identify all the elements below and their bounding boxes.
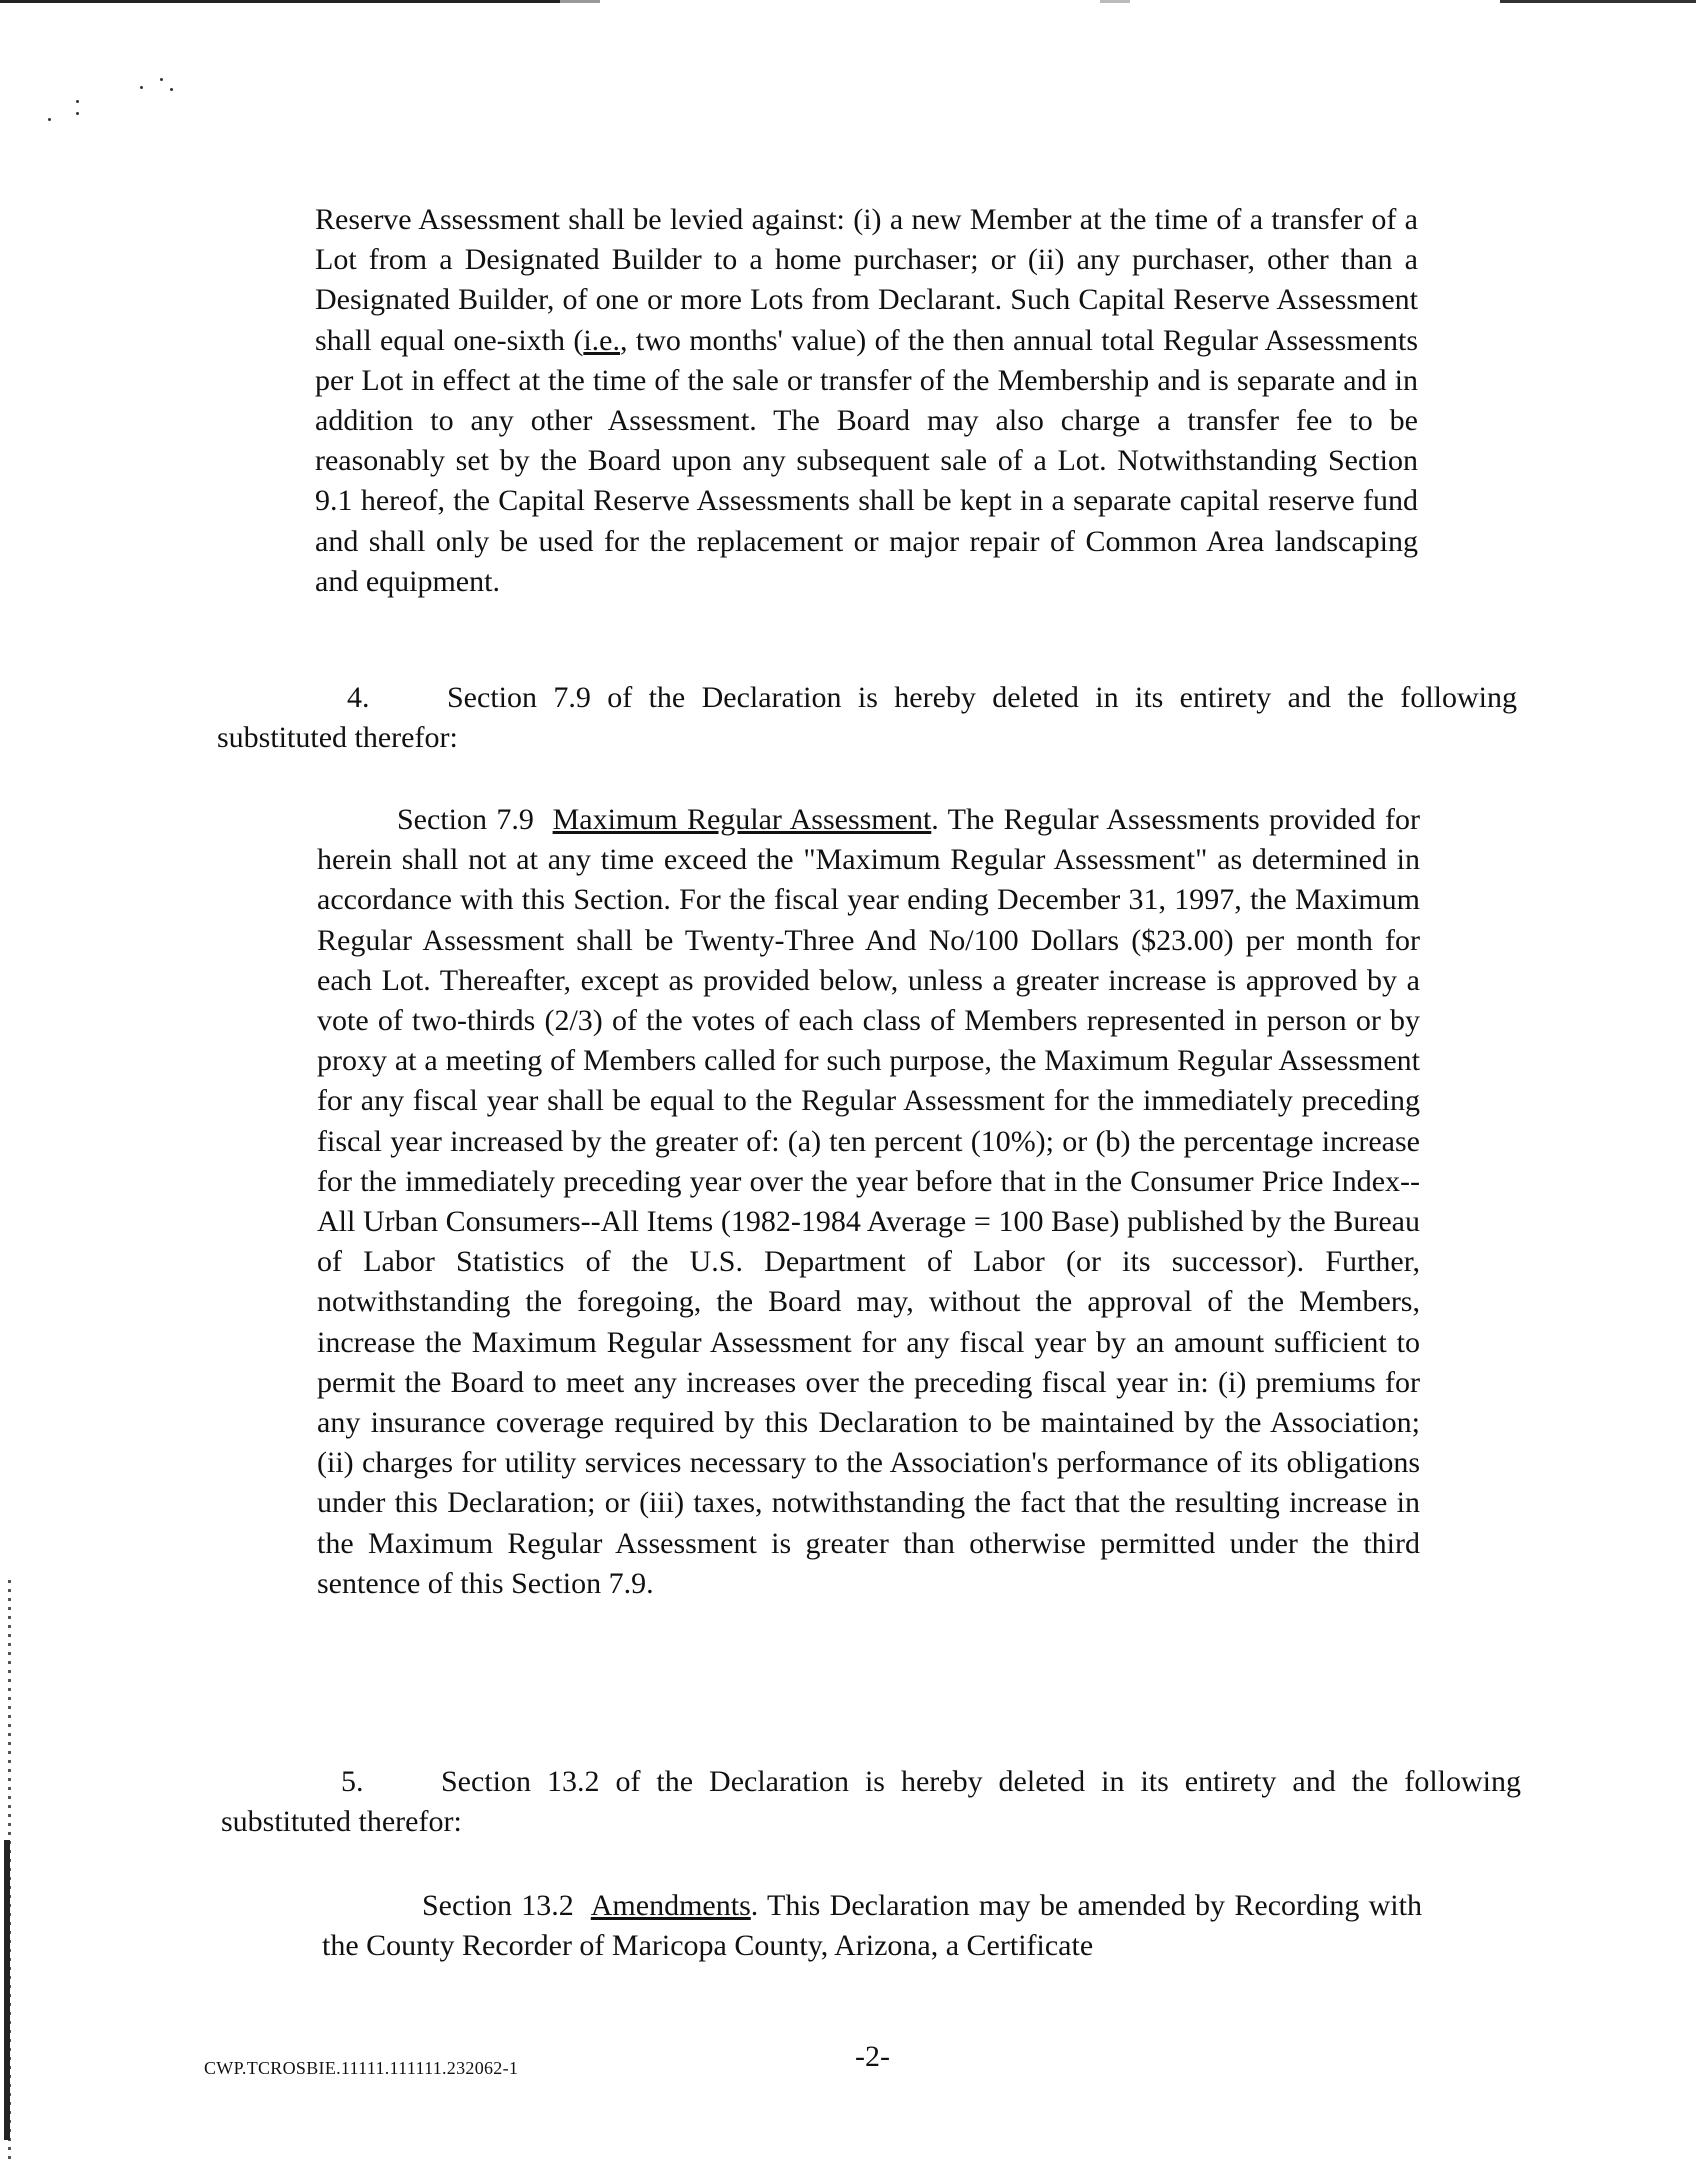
scan-speck [76, 100, 79, 103]
item-number: 4. [347, 681, 370, 714]
section-text: . The Regular Assessments provided for herein shall not at any time exceed the "Maximum Regular Assessment" as determined in accordance with this Section. For the fiscal year ending December 31, 1997, the Maximum Regular Assessment shall be Twenty-Three And No/100 Dollars ($23.00) per month for each Lot. Thereafter, except as provided below, unless a greater increase is approved by a vote of two-thirds (2/3) of the votes of each class of Members represented in person or by proxy at a meeting of Members called for such purpose, the Maximum Regular Assessment for any fiscal year shall be equal to the Regular Assessment for the immediately preceding fiscal year increased by the greater of: (a) ten percent (10%); or (b) the percentage increase for the immediately preceding year over the year before that in the Consumer Price Index--All Urban Consumers--All Items (1982-1984 Average = 100 Base) published by the Bureau of Labor Statistics of the U.S. Department of Labor (or its successor). Further, notwithstanding the foregoing, the Board may, without the approval of the Members, increase the Maximum Regular Assessment for any fiscal year by an amount sufficient to permit the Board to meet any increases over the preceding fiscal year in: (i) premiums for any insurance coverage required by this Declaration to be maintained by the Association; (ii) charges for utility services necessary to the Association's performance of its obligations under this Declaration; or (iii) taxes, notwithstanding the fact that the resulting increase in the Maximum Regular Assessment is greater than otherwise permitted under the third sentence of this Section 7.9. [317, 803, 1420, 1600]
document-code: CWP.TCROSBIE.11111.111111.232062-1 [204, 2058, 519, 2078]
paragraph-text: , two months' value) of the then annual total Regular Assessments per Lot in effect at the time of the sale or transfer of the Membership and is separate and in addition to any other Assessment. The Board may also charge a transfer fee to be reasonably set by the Board upon any subsequent sale of a Lot. Notwithstanding Section 9.1 hereof, the Capital Reserve Assessments shall be kept in a separate capital reserve fund and shall only be used for the replacement or major repair of Common Area landscaping and equipment. [315, 323, 1418, 598]
scan-speck [76, 112, 79, 115]
section-title: Amendments [590, 1889, 751, 1922]
scan-artifact-top-edge [0, 0, 1696, 3]
paragraph-capital-reserve [315, 200, 1418, 602]
section-7-9-paragraph [317, 800, 1420, 1604]
item-4-paragraph [217, 678, 1517, 758]
paragraph-text: Reserve Assessment shall be levied against: (i) a new Member at the time of a transfer of a Lot from a Designated Builder to a home purchaser; or (ii) any purchaser, other than a Designated Builder, of one or more Lots from Declarant. Such Capital Reserve Assessment shall equal one-sixth ( [315, 203, 1418, 357]
section-number: Section 7.9 [397, 803, 534, 836]
scan-speck [140, 86, 143, 89]
scan-speck [170, 88, 173, 91]
ie-abbreviation: i.e. [583, 323, 620, 357]
item-text: Section 13.2 of the Declaration is hereby deleted in its entirety and the following substituted therefor: [221, 1765, 1521, 1839]
section-13-2-paragraph [322, 1886, 1422, 1966]
page-number: -2- [855, 2040, 890, 2073]
scan-speck [48, 118, 51, 121]
section-title: Maximum Regular Assessment [552, 803, 932, 836]
scan-artifact-left-bar [4, 1840, 10, 2140]
section-number: Section 13.2 [422, 1889, 574, 1922]
section-text: . This Declaration may be amended by Recording with the County Recorder of Maricopa County, Arizona, a Certificate [322, 1889, 1422, 1963]
item-5-paragraph [221, 1762, 1521, 1842]
item-text: Section 7.9 of the Declaration is hereby deleted in its entirety and the following substituted therefor: [217, 681, 1517, 755]
item-number: 5. [341, 1765, 364, 1798]
scan-speck [160, 78, 163, 81]
